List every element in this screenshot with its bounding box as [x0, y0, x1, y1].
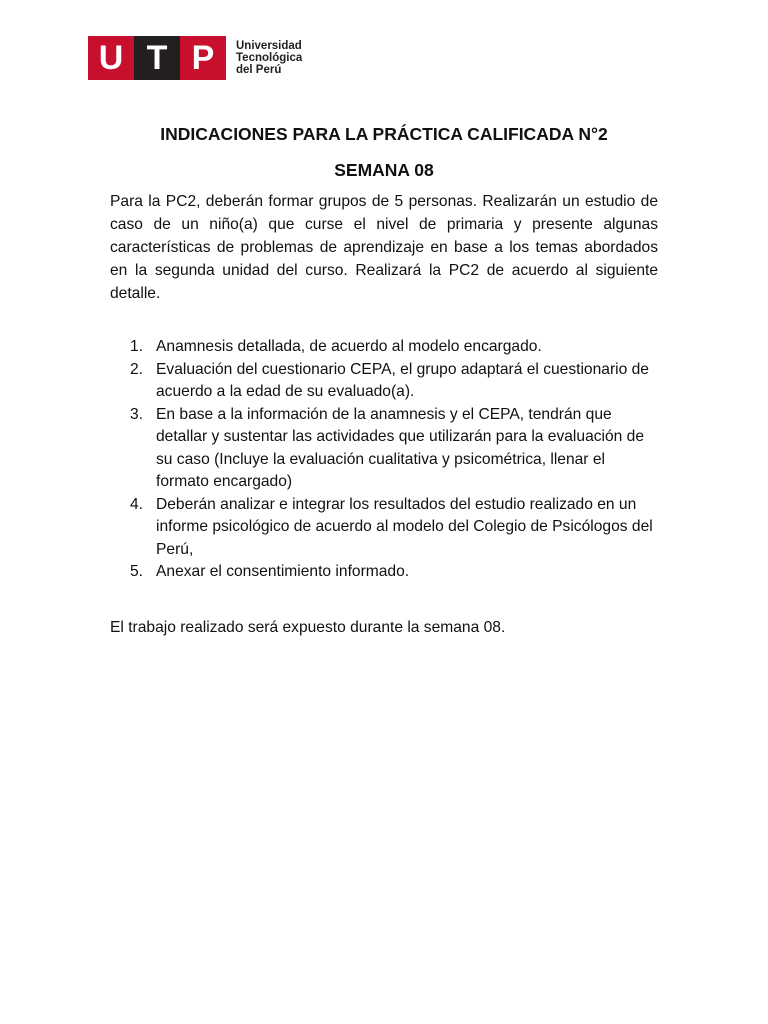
task-item-2 [130, 359, 660, 404]
logo-letter-p: P [180, 36, 226, 80]
logo-university-name [236, 40, 302, 76]
utp-logo-mark [88, 36, 226, 80]
logo-name-line-2: Tecnológica [236, 52, 303, 64]
task-item-1 [130, 336, 660, 359]
task-text: Anamnesis detallada, de acuerdo al modelo encargado. [156, 338, 542, 355]
task-item-3 [130, 404, 660, 494]
task-number: 4. [130, 495, 144, 513]
logo-name-line-1: Universidad [236, 40, 302, 52]
task-number: 5. [130, 563, 144, 580]
task-item-4 [130, 494, 660, 562]
task-number: 1. [130, 338, 144, 355]
task-text: En base a la información de la anamnesis y el CEPA, tendrán que detallar y sustentar las actividades que utilizarán para la evaluación de su caso (Incluye la evaluación cualitativa y psicométrica, llenar el formato encargado) [156, 405, 645, 490]
task-item-5 [130, 561, 660, 584]
task-text: Evaluación del cuestionario CEPA, el grupo adaptará el cuestionario de acuerdo a la edad de su evaluado(a). [156, 360, 649, 400]
logo-letter-u: U [88, 36, 134, 80]
task-number: 2. [130, 360, 144, 378]
utp-logo [88, 36, 302, 80]
closing-paragraph: El trabajo realizado será expuesto durante la semana 08. [110, 619, 506, 636]
document-subtitle: SEMANA 08 [334, 160, 434, 180]
task-list [130, 336, 660, 584]
task-number: 3. [130, 405, 144, 423]
logo-name-line-3: del Perú [236, 64, 282, 76]
task-text: Anexar el consentimiento informado. [156, 563, 410, 580]
task-text: Deberán analizar e integrar los resultados del estudio realizado en un informe psicológico de acuerdo al modelo del Colegio de Psicólogos del Perú, [156, 495, 653, 558]
document-title: INDICACIONES PARA LA PRÁCTICA CALIFICADA N°2 [160, 124, 608, 144]
intro-paragraph: Para la PC2, deberán formar grupos de 5 personas. Realizarán un estudio de caso de un niño(a) que curse el nivel de primaria y presente algunas características de problemas de aprendizaje en base a los temas abordados en la segunda unidad del curso. Realizará la PC2 de acuerdo al siguiente detalle. [110, 193, 658, 302]
logo-letter-t: T [134, 36, 180, 80]
